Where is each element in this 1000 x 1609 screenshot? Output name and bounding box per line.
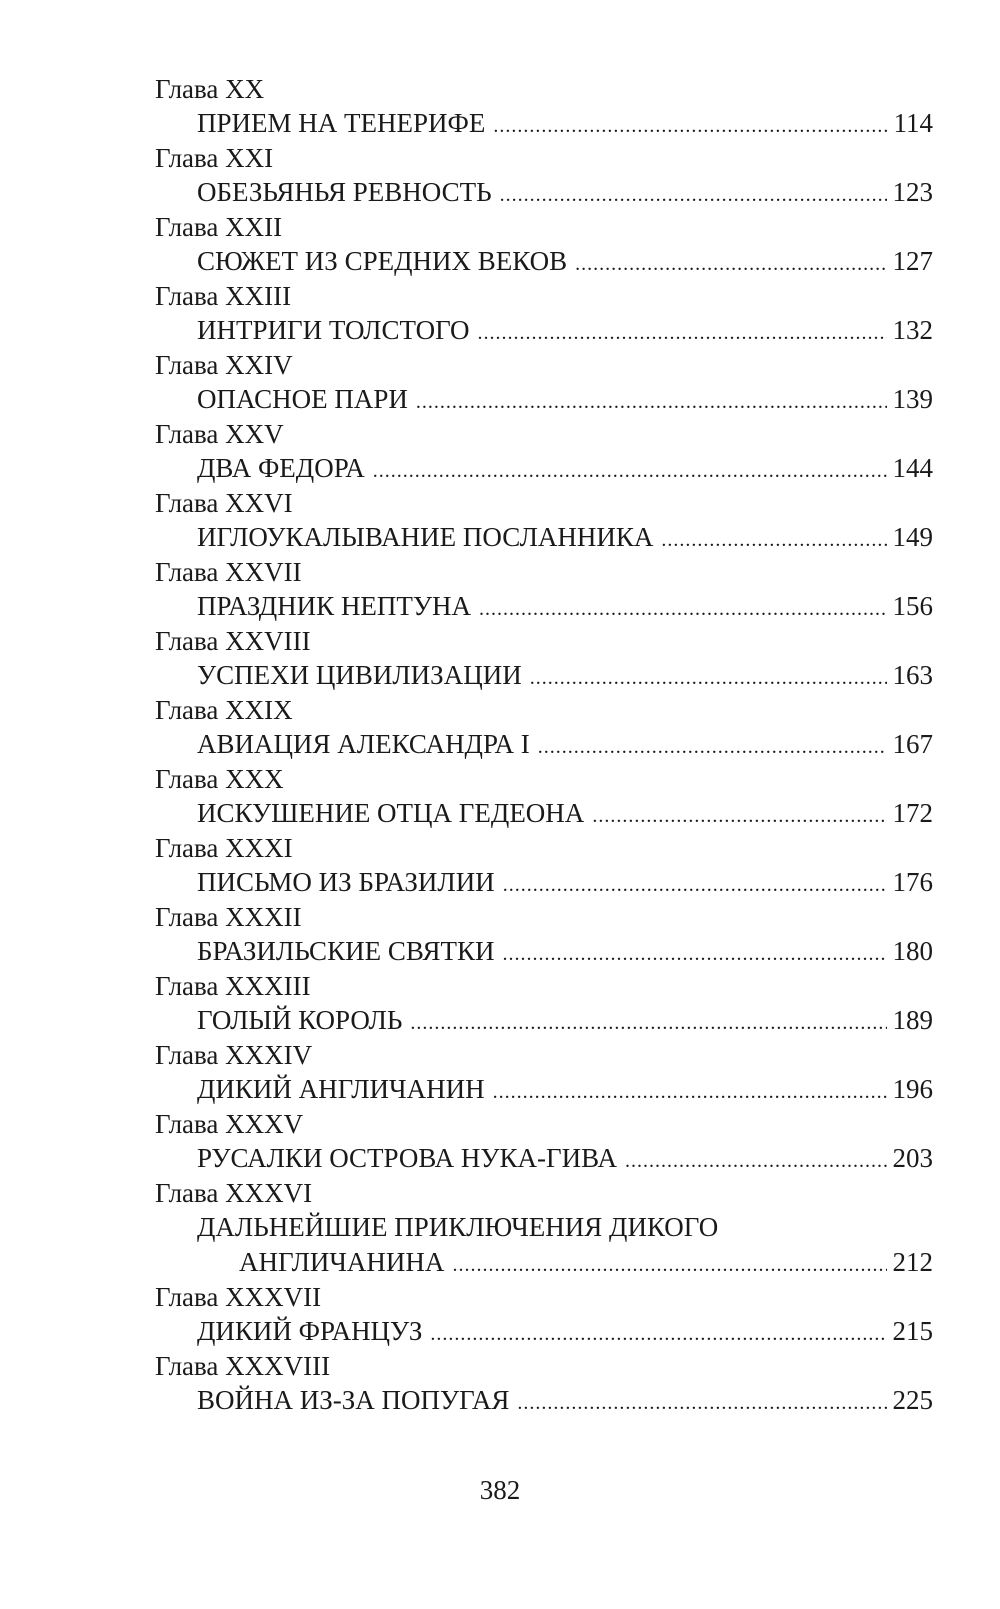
toc-entry (155, 244, 933, 279)
toc-chapter (155, 831, 933, 900)
chapter-page-number: 149 (892, 522, 933, 552)
toc-chapter (155, 1038, 933, 1107)
chapter-page-number: 215 (892, 1316, 933, 1346)
chapter-label: Глава XXIII (155, 281, 292, 311)
dot-leader (430, 1317, 886, 1352)
chapter-page-number: 167 (892, 729, 933, 759)
chapter-page-number: 123 (892, 177, 933, 207)
toc-entry (155, 1003, 933, 1038)
toc-entry (155, 1314, 933, 1349)
chapter-title: ОБЕЗЬЯНЬЯ РЕВНОСТЬ (197, 177, 492, 207)
chapter-page-number: 132 (892, 315, 933, 345)
chapter-title-line1: ДАЛЬНЕЙШИЕ ПРИКЛЮЧЕНИЯ ДИКОГО (197, 1212, 719, 1242)
toc-chapter (155, 486, 933, 555)
toc-entry (155, 727, 933, 762)
toc-chapter (155, 900, 933, 969)
toc-entry (155, 382, 933, 417)
toc-chapter (155, 1176, 933, 1280)
chapter-title: ВОЙНА ИЗ-ЗА ПОПУГАЯ (197, 1385, 510, 1415)
chapter-title: ГОЛЫЙ КОРОЛЬ (197, 1005, 403, 1035)
toc-chapter (155, 279, 933, 348)
toc-entry (155, 934, 933, 969)
dot-leader (517, 1386, 886, 1421)
toc-chapter (155, 348, 933, 417)
chapter-page-number: 163 (892, 660, 933, 690)
page-number: 382 (479, 1475, 521, 1505)
chapter-title: РУСАЛКИ ОСТРОВА НУКА-ГИВА (197, 1143, 617, 1173)
toc-chapter (155, 1280, 933, 1349)
toc-chapter (155, 141, 933, 210)
dot-leader (416, 385, 887, 420)
chapter-label: Глава XXXVI (155, 1178, 313, 1208)
dot-leader (500, 178, 887, 213)
chapter-label: Глава XXIV (155, 350, 293, 380)
toc-entry (155, 865, 933, 900)
chapter-title: ИСКУШЕНИЕ ОТЦА ГЕДЕОНА (197, 798, 585, 828)
toc-entry (155, 1141, 933, 1176)
chapter-title: ИГЛОУКАЛЫВАНИЕ ПОСЛАННИКА (197, 522, 654, 552)
chapter-title: ДВА ФЕДОРА (197, 453, 365, 483)
toc-chapter (155, 624, 933, 693)
toc-entry (155, 589, 933, 624)
chapter-label: Глава XXXII (155, 902, 302, 932)
toc-entry (155, 175, 933, 210)
chapter-label: Глава XXII (155, 212, 283, 242)
toc-chapter (155, 969, 933, 1038)
chapter-label: Глава XXIX (155, 695, 293, 725)
toc-entry (155, 520, 933, 555)
chapter-label: Глава XX (155, 74, 265, 104)
dot-leader (373, 454, 887, 489)
chapter-page-number: 144 (892, 453, 933, 483)
toc-entry (155, 1072, 933, 1107)
chapter-page-number: 172 (892, 798, 933, 828)
toc-chapter (155, 1349, 933, 1418)
chapter-label: Глава XXX (155, 764, 284, 794)
chapter-title: УСПЕХИ ЦИВИЛИЗАЦИИ (197, 660, 522, 690)
toc-entry (155, 313, 933, 348)
chapter-title: ПИСЬМО ИЗ БРАЗИЛИИ (197, 867, 495, 897)
chapter-label: Глава XXI (155, 143, 274, 173)
chapter-page-number: 203 (892, 1143, 933, 1173)
chapter-title: ПРИЕМ НА ТЕНЕРИФЕ (197, 108, 486, 138)
dot-leader (661, 523, 886, 558)
table-of-contents (155, 72, 933, 1418)
toc-chapter (155, 210, 933, 279)
dot-leader (503, 937, 887, 972)
chapter-page-number: 196 (892, 1074, 933, 1104)
dot-leader (530, 661, 887, 696)
toc-chapter (155, 555, 933, 624)
toc-chapter (155, 417, 933, 486)
dot-leader (503, 868, 887, 903)
toc-entry (155, 1383, 933, 1418)
chapter-label: Глава XXXV (155, 1109, 304, 1139)
dot-leader (592, 799, 886, 834)
chapter-label: Глава XXXI (155, 833, 293, 863)
chapter-page-number: 156 (892, 591, 933, 621)
chapter-page-number: 139 (892, 384, 933, 414)
chapter-label: Глава XXXIII (155, 971, 311, 1001)
toc-chapter (155, 1107, 933, 1176)
chapter-title-line2: АНГЛИЧАНИНА (239, 1247, 445, 1277)
toc-entry (155, 658, 933, 693)
dot-leader (410, 1006, 886, 1041)
toc-entry (155, 796, 933, 831)
chapter-page-number: 127 (892, 246, 933, 276)
toc-entry (155, 451, 933, 486)
chapter-label: Глава XXVIII (155, 626, 311, 656)
dot-leader (452, 1248, 886, 1283)
toc-chapter (155, 72, 933, 141)
chapter-page-number: 189 (892, 1005, 933, 1035)
dot-leader (538, 730, 887, 765)
toc-chapter (155, 762, 933, 831)
toc-entry (155, 1245, 933, 1280)
dot-leader (625, 1144, 887, 1179)
chapter-title: ИНТРИГИ ТОЛСТОГО (197, 315, 470, 345)
chapter-label: Глава XXXIV (155, 1040, 313, 1070)
chapter-title: ОПАСНОЕ ПАРИ (197, 384, 408, 414)
chapter-title: БРАЗИЛЬСКИЕ СВЯТКИ (197, 936, 495, 966)
chapter-label: Глава XXXVIII (155, 1351, 331, 1381)
dot-leader (493, 109, 887, 144)
chapter-title: ДИКИЙ АНГЛИЧАНИН (197, 1074, 485, 1104)
toc-entry (155, 106, 933, 141)
chapter-page-number: 176 (892, 867, 933, 897)
chapter-title: СЮЖЕТ ИЗ СРЕДНИХ ВЕКОВ (197, 246, 568, 276)
chapter-label: Глава XXXVII (155, 1282, 322, 1312)
chapter-title: АВИАЦИЯ АЛЕКСАНДРА I (197, 729, 530, 759)
chapter-page-number: 114 (893, 108, 933, 138)
chapter-label: Глава XXVI (155, 488, 293, 518)
dot-leader (575, 247, 886, 282)
toc-chapter (155, 693, 933, 762)
chapter-title: ПРАЗДНИК НЕПТУНА (197, 591, 472, 621)
chapter-page-number: 180 (892, 936, 933, 966)
dot-leader (479, 592, 886, 627)
dot-leader (478, 316, 887, 351)
chapter-page-number: 225 (892, 1385, 933, 1415)
dot-leader (493, 1075, 887, 1110)
chapter-label: Глава XXV (155, 419, 284, 449)
chapter-page-number: 212 (892, 1247, 933, 1277)
chapter-label: Глава XXVII (155, 557, 302, 587)
chapter-title: ДИКИЙ ФРАНЦУЗ (197, 1316, 423, 1346)
